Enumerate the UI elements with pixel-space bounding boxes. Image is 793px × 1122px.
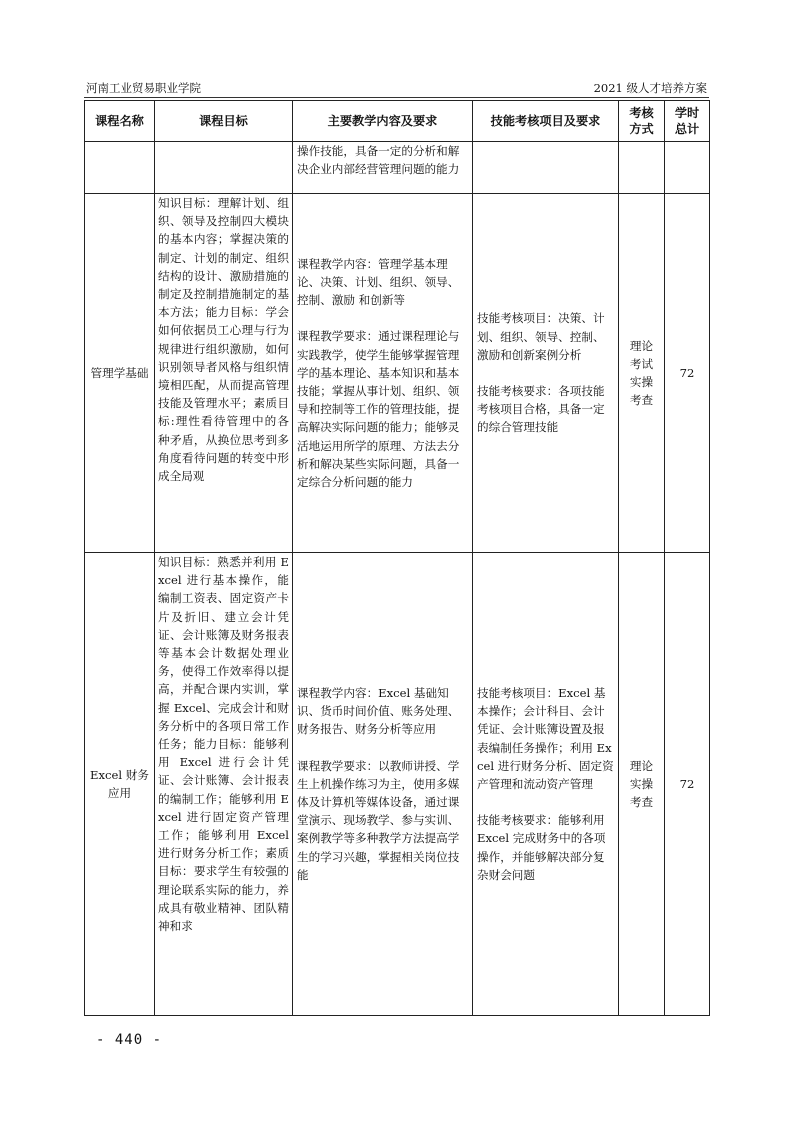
- col-header-content: 主要教学内容及要求: [293, 101, 473, 142]
- content-items: 课程教学内容：Excel 基础知识、货币时间价值、账务处理、财务报告、财务分析等应用: [297, 685, 460, 737]
- skill-items: 技能考核项目：Excel 基本操作；会计科目、会计凭证、会计账簿设置及报表编制任务操作；利用 Excel 进行财务分析、固定资产管理和流动资产管理: [477, 685, 614, 791]
- content-requirements: 课程教学要求：以教师讲授、学生上机操作练习为主，使用多媒体及计算机等媒体设备，通过课堂演示、现场教学、参与实训、案例教学等多种教学方法提高学生的学习兴趣，掌握相关岗位技能: [297, 758, 460, 882]
- header-rule: [84, 97, 709, 98]
- course-content: [293, 194, 473, 553]
- content-items: 课程教学内容：管理学基本理论、决策、计划、组织、领导、控制、激励 和创新等: [297, 256, 460, 308]
- table-row: [85, 553, 710, 1016]
- course-goal: 知识目标：理解计划、组织、领导及控制四大模块的基本内容；掌握决策的制定、计划的制定、组织结构的设计、激励措施的制定及控制措施制定的基本方法；能力目标：学会如何依据员工心理与行为规律进行组织激励，如何识别领导者风格与组织情境相匹配，从而提高管理技能及管理水平；素质目标:理性看待管理中的各种矛盾，从换位思考到多角度看待问题的转变中形成全局观: [155, 194, 293, 553]
- continuation-content: 操作技能，具备一定的分析和解决企业内部经营管理问题的能力: [293, 142, 473, 194]
- skill-assessment: [473, 553, 619, 1016]
- skill-assessment: [473, 194, 619, 553]
- table-row-continuation: [85, 142, 710, 194]
- course-goal: 知识目标：熟悉并利用 Excel 进行基本操作，能编制工资表、固定资产卡片及折旧、建立会计凭证、会计账簿及财务报表等基本会计数据处理业务，使得工作效率得以提高，并配合课内实训，掌握 Excel、完成会计和财务分析中的各项日常工作任务；能力目标：能够利用 Excel 进行会计凭证、会计账簿、会计报表的编制工作；能够利用 Excel 进行固定资产管理工作；能够利用 Excel 进行财务分析工作；素质目标：要求学生有较强的理论联系实际的能力，养成具有敬业精神、团队精神和求: [155, 553, 293, 1016]
- total-hours: 72: [665, 553, 710, 1016]
- skill-requirements: 技能考核要求：各项技能考核项目合格，具备一定的综合管理技能: [477, 384, 605, 435]
- curriculum-table: [84, 100, 710, 1016]
- header-plan: 2021 级人才培养方案: [593, 81, 707, 95]
- header-school: 河南工业贸易职业学院: [86, 81, 201, 95]
- course-name: Excel 财务应用: [85, 553, 155, 1016]
- content-requirements: 课程教学要求：通过课程理论与实践教学，使学生能够掌握管理学的基本理论、基本知识和基本技能；掌握从事计划、组织、领导和控制等工作的管理技能，提高解决实际问题的能力；能够灵活地运用所学的原理、方法去分析和解决某些实际问题，具备一定综合分析问题的能力: [297, 329, 460, 490]
- assessment-method: 理论实操考查: [619, 553, 665, 1016]
- table-row: [85, 194, 710, 553]
- page-number: - 440 -: [96, 1032, 163, 1048]
- assessment-method: 理论考试实操考查: [619, 194, 665, 553]
- col-header-assess: 考核方式: [619, 101, 665, 142]
- page-header: [84, 80, 709, 96]
- course-content: [293, 553, 473, 1016]
- col-header-skill: 技能考核项目及要求: [473, 101, 619, 142]
- col-header-hours: 学时总计: [665, 101, 710, 142]
- total-hours: 72: [665, 194, 710, 553]
- col-header-course-name: 课程名称: [85, 101, 155, 142]
- col-header-course-goal: 课程目标: [155, 101, 293, 142]
- skill-requirements: 技能考核要求：能够利用 Excel 完成财务中的各项操作，并能够解决部分复杂财会问题: [477, 813, 606, 882]
- table-header-row: [85, 101, 710, 142]
- skill-items: 技能考核项目：决策、计划、组织、领导、控制、激励和创新案例分析: [477, 311, 605, 362]
- course-name: 管理学基础: [85, 194, 155, 553]
